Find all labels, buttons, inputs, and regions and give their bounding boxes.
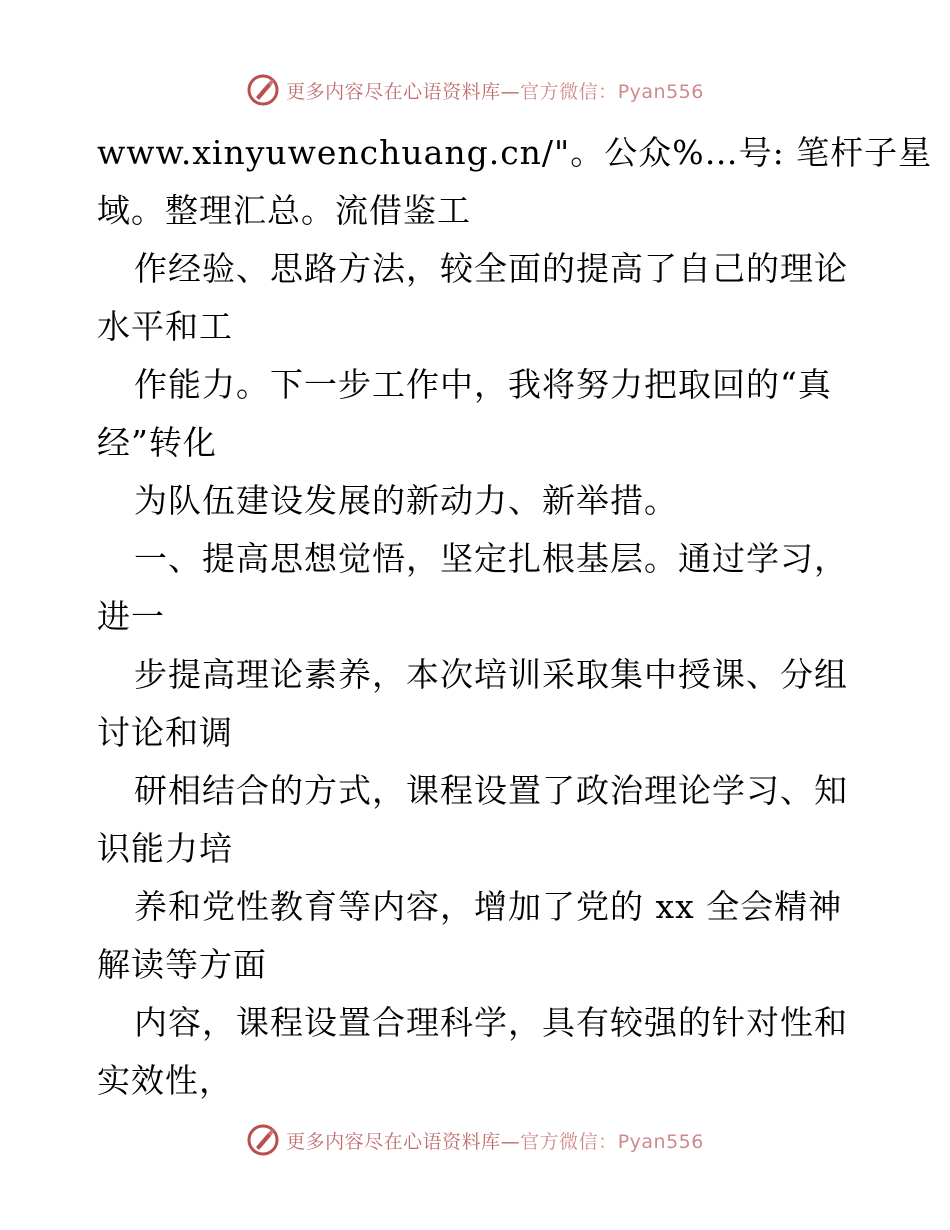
banner-text xyxy=(286,77,704,104)
banner-wechat-label: 官方微信： xyxy=(520,1130,618,1153)
text-line: 域。整理汇总。流借鉴工 xyxy=(97,191,471,230)
banner-text xyxy=(286,1127,704,1154)
text-line: 内容，课程设置合理科学，具有较强的针对性和 xyxy=(134,1003,848,1042)
text-line: 作经验、思路方法，较全面的提高了自己的理论 xyxy=(134,249,848,288)
text-line: 识能力培 xyxy=(97,829,233,868)
footer-banner xyxy=(0,1118,950,1162)
text-line: 实效性， xyxy=(97,1061,233,1100)
document-body xyxy=(97,124,933,1110)
text-line: 水平和工 xyxy=(97,307,233,346)
text-line: 步提高理论素养，本次培训采取集中授课、分组 xyxy=(134,655,848,694)
banner-main: 更多内容尽在心语资料库 xyxy=(286,80,501,103)
text-line: 为队伍建设发展的新动力、新举措。 xyxy=(134,481,678,520)
text-line: 养和党性教育等内容，增加了党的 xx 全会精神 xyxy=(134,887,843,926)
text-line: 进一 xyxy=(97,597,165,636)
text-line: 作能力。下一步工作中，我将努力把取回的“真 xyxy=(134,365,832,404)
banner-wechat-label: 官方微信： xyxy=(520,80,618,103)
text-line: 讨论和调 xyxy=(97,713,233,752)
header-banner xyxy=(0,68,950,112)
banner-wechat-id: Pyan556 xyxy=(617,80,704,103)
banner-dash: — xyxy=(500,80,521,103)
text-line: www.xinyuwenchuang.cn/"。公众%…号: 笔杆子星 xyxy=(97,133,933,172)
text-line: 解读等方面 xyxy=(97,945,267,984)
banner-dash: — xyxy=(500,1130,521,1153)
pen-quill-logo-icon xyxy=(246,73,280,107)
banner-wechat-id: Pyan556 xyxy=(617,1130,704,1153)
text-line: 一、提高思想觉悟，坚定扎根基层。通过学习， xyxy=(134,539,848,578)
pen-quill-logo-icon xyxy=(246,1123,280,1157)
text-line: 经”转化 xyxy=(97,423,217,462)
banner-main: 更多内容尽在心语资料库 xyxy=(286,1130,501,1153)
text-line: 研相结合的方式，课程设置了政治理论学习、知 xyxy=(134,771,848,810)
